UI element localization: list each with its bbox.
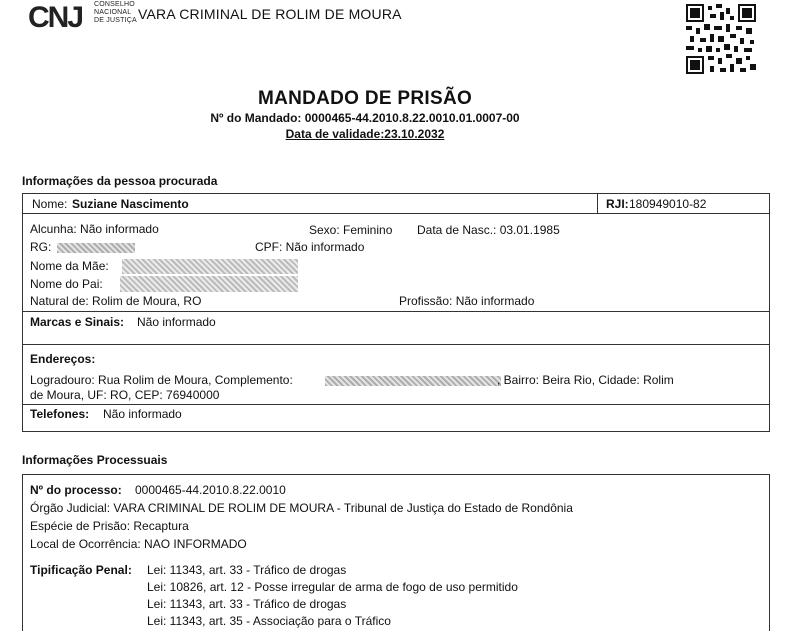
redacted-address-complement — [325, 376, 501, 386]
row-divider — [597, 194, 598, 213]
occurrence-location: Local de Ocorrência: NAO INFORMADO — [30, 537, 247, 551]
process-number-value: 0000465-44.2010.8.22.0010 — [135, 483, 286, 497]
svg-text:CNJ: CNJ — [28, 2, 83, 30]
birthplace-field: Natural de: Rolim de Moura, RO — [30, 294, 202, 308]
process-info-box — [22, 474, 770, 631]
validity-date: Data de validade:23.10.2032 — [285, 127, 445, 141]
redacted-mother-name — [122, 259, 298, 274]
typification-item: Lei: 11343, art. 35 - Associação para o Tráfico — [147, 614, 391, 628]
divider — [23, 344, 769, 345]
judicial-organ: Órgão Judicial: VARA CRIMINAL DE ROLIM DE MOURA - Tribunal de Justiça do Estado de Rondônia — [30, 501, 573, 515]
father-name-label: Nome do Pai: — [30, 277, 103, 291]
logo-caption — [94, 1, 137, 25]
alias-field: Alcunha: Não informado — [30, 222, 159, 236]
address-line-1b: , Bairro: Beira Rio, Cidade: Rolim — [497, 373, 674, 387]
rji-label: RJI: — [606, 197, 629, 211]
typification-item: Lei: 11343, art. 33 - Tráfico de drogas — [147, 563, 347, 577]
qr-code-icon — [686, 4, 756, 74]
profession-field: Profissão: Não informado — [399, 294, 535, 308]
rg-label: RG: — [30, 240, 52, 254]
marks-value: Não informado — [137, 315, 216, 329]
address-title: Endereços: — [30, 352, 96, 366]
divider — [23, 213, 769, 214]
process-number-label: Nº do processo: — [30, 483, 122, 497]
person-section-title: Informações da pessoa procurada — [22, 174, 218, 188]
name-label: Nome: — [32, 197, 68, 211]
marks-label: Marcas e Sinais: — [30, 315, 125, 329]
mother-name-label: Nome da Mãe: — [30, 259, 109, 273]
typification-item: Lei: 11343, art. 33 - Tráfico de drogas — [147, 597, 347, 611]
logo-caption-line: DE JUSTIÇA — [94, 17, 137, 24]
rji-value: 180949010-82 — [629, 197, 707, 211]
cpf-field: CPF: Não informado — [255, 240, 365, 254]
logo-caption-line: NACIONAL — [94, 9, 132, 16]
typification-item: Lei: 10826, art. 12 - Posse irregular de arma de fogo de uso permitido — [147, 580, 518, 594]
phones-value: Não informado — [103, 407, 182, 421]
warrant-number: Nº do Mandado: 0000465-44.2010.8.22.0010.01.0007-00 — [210, 111, 520, 125]
name-value: Suziane Nascimento — [72, 197, 189, 211]
sex-field: Sexo: Feminino — [309, 223, 393, 237]
redacted-rg — [57, 243, 135, 253]
address-line-1a: Logradouro: Rua Rolim de Moura, Complemento: — [30, 373, 293, 387]
address-line-2: de Moura, UF: RO, CEP: 76940000 — [30, 388, 220, 402]
court-name: VARA CRIMINAL DE ROLIM DE MOURA — [138, 6, 402, 22]
logo-caption-line: CONSELHO — [94, 1, 135, 8]
person-info-box — [22, 193, 770, 432]
document-title: MANDADO DE PRISÃO — [257, 88, 473, 109]
divider — [23, 404, 769, 405]
arrest-type: Espécie de Prisão: Recaptura — [30, 519, 189, 533]
divider — [23, 311, 769, 312]
cnj-logo — [28, 2, 88, 30]
phones-label: Telefones: — [30, 407, 90, 421]
typification-label: Tipificação Penal: — [30, 563, 132, 577]
birth-date-field: Data de Nasc.: 03.01.1985 — [417, 223, 560, 237]
process-section-title: Informações Processuais — [22, 453, 168, 467]
redacted-father-name — [120, 276, 298, 292]
